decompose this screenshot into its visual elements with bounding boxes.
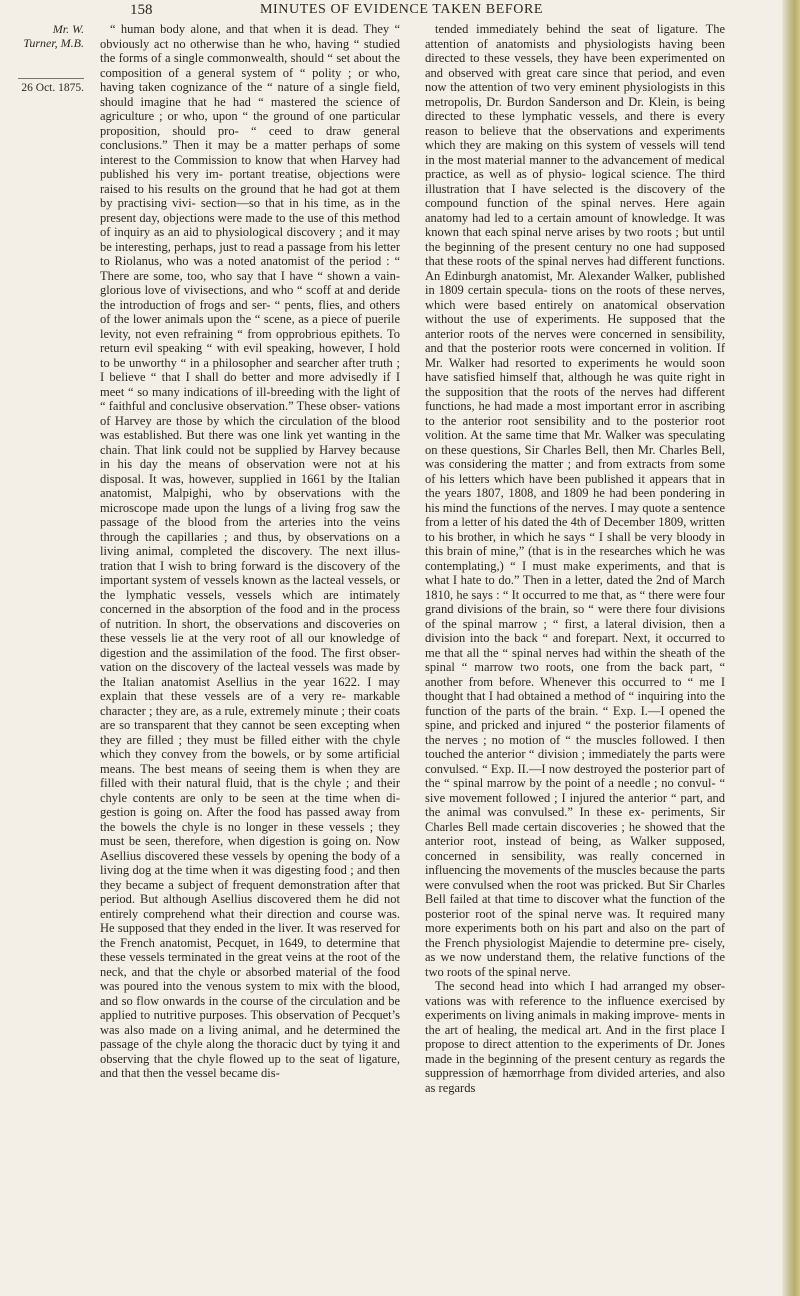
page-number: 158 — [130, 2, 153, 18]
margin-date: 26 Oct. 1875. — [18, 78, 84, 94]
right-column — [425, 22, 725, 1280]
running-head: MINUTES OF EVIDENCE TAKEN BEFORE — [260, 2, 544, 17]
paragraph: “ human body alone, and that when it is dead. They “ obviously act no otherwise than he who, having “ studied the forms of a single commonwealth, should “ set about the composition of a general system of “ polity ; or who, having taken cognizance of the “ nature of a single field, should imagine that he had “ mastered the science of agriculture ; or who, upon “ the ground of one particular proposition, should pro- “ ceed to draw general conclusions.” Then it may be a matter perhaps of some interest to the Commission to know that when Harvey had published his very im- portant treatise, objections were raised to his results on the ground that he had got at them by practising vivi- section—so that in his time, as in the present day, objections were made to the use of this method of inquiry as an aid to physiological discovery ; and it may be interesting, perhaps, just to read a passage from his letter to Riolanus, who was a noted anatomist of the period : “ There are some, too, who say that I have “ shown a vain-glorious love of vivisections, and who “ scoff at and deride the introduction of frogs and ser- “ pents, flies, and others of the lower animals upon the “ scene, as a piece of puerile levity, not even refraining “ from opprobrious epithets. To return evil speaking “ with evil speaking, however, I hold to be unworthy “ in a philosopher and searcher after truth ; I believe “ that I shall do better and more advisedly if I meet “ so many indications of ill-breeding with the light of “ faithful and conclusive observation.” These obser- vations of Harvey are those by which the circulation of the blood was established. But there was one link yet wanting in the chain. That link could not be supplied by Harvey because in his day the means of observation were not at his disposal. It was, however, supplied in 1661 by the Italian anatomist, Malpighi, who by observations with the microscope made upon the lungs of a living frog saw the passage of the blood from the arteries into the veins through the capillaries ; and thus, by observations on a living animal, completed the discovery. The next illus- tration that I wish to bring forward is the discovery of the important system of vessels known as the lacteal vessels, or the lymphatic vessels, vessels which are intimately concerned in the absorption of the food and in the process of nutrition. In short, the observations and discoveries on these vessels lie at the very root of all our knowledge of digestion and the assimilation of the food. The first obser- vation on the discovery of the lacteal vessels was made by the Italian anatomist Asellius in the year 1622. I may explain that these vessels are of a very re- markable character ; they are, as a rule, extremely minute ; their coats are so transparent that they cannot be seen excepting when they are filled ; they must be filled either with the chyle which they convey from the bowels, or by some artificial means. The best means of seeing them is when they are filled with their natural fluid, that is the chyle ; and their chyle contents are only to be seen at the time when di- gestion is going on. After the food has passed away from the bowels the chyle is no longer in these vessels ; they must be seen, therefore, when digestion is going on. Now Asellius discovered these vessels by opening the body of a living dog at the time when it was digesting food ; and then they became a subject of frequent demonstration after that period. But although Asellius discovered them he did not entirely comprehend what their direction and course was. He supposed that they ended in the liver. It was reserved for the French anatomist, Pecquet, in 1649, to determine that these vessels terminated in the great veins at the root of the neck, and that the chyle or absorbed material of the food was poured into the venous system to mix with the blood, and so flow onwards in the course of the circulation and be applied to nutritive purposes. This observation of Pecquet’s was also made on a living animal, and he determined the passage of the chyle along the thoracic duct by tying it and observing that the chyle flowed up to the seat of ligature, and that then the vessel became dis- — [100, 22, 400, 1080]
paragraph: The second head into which I had arranged my obser- vations was with reference to the influence exercised by experiments on living animals in making improve- ments in the art of healing, the medical art. And in the first place I propose to direct attention to the experiments of Dr. Jones made in the beginning of the present century as regards the suppression of hæmorrhage from divided arteries, and also as regards — [425, 979, 725, 1095]
margin-witness-note: Mr. W. Turner, M.B. — [23, 22, 84, 50]
page-binding-edge — [782, 0, 800, 1296]
paragraph: tended immediately behind the seat of ligature. The attention of anatomists and physiologists having been directed to these vessels, they have been experimented on and observed with great care since that period, and even now the attention of two very eminent physiologists in this metropolis, Dr. Burdon Sanderson and Dr. Klein, is being directed to these lymphatic vessels, and there is every reason to believe that the observations and experiments which they are making on this system of vessels will tend in the most material manner to the advancement of medical practice, as well as of physio- logical science. The third illustration that I have selected is the discovery of the compound function of the spinal nerves. Here again anatomy had led to a certain amount of knowledge. It was known that each spinal nerve arises by two roots ; but until the beginning of the present century no one had supposed that these roots of the spinal nerves had different functions. An Edinburgh anatomist, Mr. Alexander Walker, published in 1809 certain specula- tions on the roots of these nerves, which were based entirely on anatomical observation without the use of experiments. He supposed that the anterior roots of the nerves were concerned in sensibility, and that the posterior roots were concerned in volition. If Mr. Walker had resorted to experiments he would soon have satisfied himself that, although he was quite right in the supposition that the roots of the nerves had different functions, he had made a most important error in ascribing to the anterior root sensibility and to the posterior root volition. At the same time that Mr. Walker was speculating on these questions, Sir Charles Bell, then Mr. Charles Bell, was considering the matter ; and from extracts from some of his letters which have been published it appears that in the years 1807, 1808, and 1809 he had been pondering in his mind the functions of the nerves. I may quote a sentence from a letter of his dated the 4th of December 1809, written to his brother, in which he says “ I shall be very bloody in this brain of mine,” (that is in the researches which he was contemplating,) “ I must make experiments, and that is what I hate to do.” Then in a letter, dated the 2nd of March 1810, he says : “ It occurred to me that, as “ there were four grand divisions of the brain, so “ were there four divisions of the spinal marrow ; “ first, a lateral division, then a division into the back “ and forepart. Next, it occurred to me that all the “ spinal nerves had within the sheath of the spinal “ marrow two roots, one from the back part, “ another from before. Whenever this occurred to “ me I thought that I had obtained a method of “ inquiring into the function of the parts of the brain. “ Exp. I.—I opened the spine, and pricked and injured “ the posterior filaments of the nerves ; no motion of “ the muscles followed. I then touched the anterior “ division ; immediately the parts were convulsed. “ Exp. II.—I now destroyed the posterior part of the “ spinal marrow by the point of a needle ; no convul- “ sive movement followed ; I injured the anterior “ part, and the animal was convulsed.” In these ex- periments, Sir Charles Bell made certain discoveries ; he showed that the anterior root, instead of being, as Walker supposed, concerned in sensibility, was really concerned in influencing the movements of the muscles because the parts were convulsed when the root was pricked. But Sir Charles Bell failed at that time to discover what the function of the posterior root of the spinal nerve was. It required many more experiments both on his part and also on the part of the French physiologist Majendie to determine pre- cisely, as we now understand them, the relative functions of the two roots of the spinal nerve. — [425, 22, 725, 979]
left-column — [100, 22, 400, 1280]
